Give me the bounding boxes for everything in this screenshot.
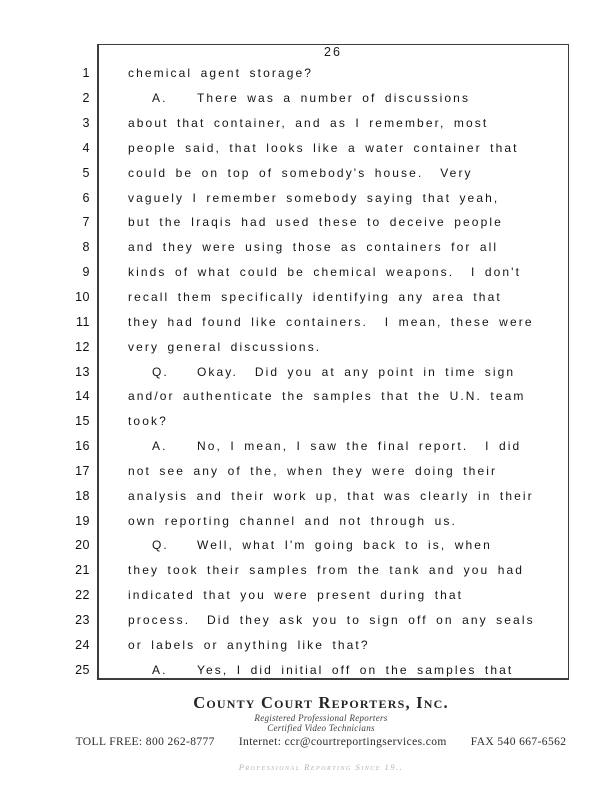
line-text: they had found like containers. I mean, these were [128, 314, 534, 329]
transcript-line [0, 210, 612, 235]
line-number: 7 [82, 215, 90, 230]
transcript-line [0, 359, 612, 384]
line-text: but the Iraqis had used these to deceive people [128, 215, 503, 230]
footer-fax: FAX 540 667-6562 [470, 736, 567, 748]
transcript-line [0, 608, 612, 633]
line-number: 18 [75, 488, 90, 503]
transcript-line [0, 160, 612, 185]
transcript-line [0, 136, 612, 161]
line-number: 25 [75, 662, 90, 677]
line-text: process. Did they ask you to sign off on any seals [128, 612, 535, 627]
footer-toll-free: TOLL FREE: 800 262-8777 [75, 736, 215, 748]
line-number: 11 [76, 314, 90, 329]
line-number: 8 [82, 240, 90, 255]
line-text: Q. Well, what I'm going back to is, when [152, 538, 492, 553]
transcript-line [0, 409, 612, 434]
line-number: 2 [82, 91, 90, 106]
line-number: 15 [75, 414, 90, 429]
qa-prefix: Q. [152, 538, 169, 553]
line-text: very general discussions. [128, 339, 322, 354]
transcript-line [0, 235, 612, 260]
transcript-line [0, 533, 612, 558]
transcript-line [0, 632, 612, 657]
line-number: 5 [82, 165, 90, 180]
line-text: A. There was a number of discussions [152, 91, 471, 106]
line-text: Q. Okay. Did you at any point in time sign [152, 364, 516, 379]
transcript-line [0, 334, 612, 359]
footer-internet-email: Internet: ccr@courtreportingservices.com [238, 736, 447, 748]
line-text: indicated that you were present during that [128, 588, 464, 603]
line-text: recall them specifically identifying any area that [128, 290, 502, 305]
line-number: 24 [75, 637, 90, 652]
line-number: 13 [75, 364, 90, 379]
line-text: vaguely I remember somebody saying that yeah, [128, 190, 500, 205]
qa-prefix: A. [152, 439, 168, 454]
transcript-line [0, 384, 612, 409]
transcript-line [0, 558, 612, 583]
transcript-line [0, 508, 612, 533]
transcript-line [0, 483, 612, 508]
line-text: A. No, I mean, I saw the final report. I did [152, 439, 522, 454]
transcript-line [0, 309, 612, 334]
line-number: 20 [75, 538, 90, 553]
line-text: chemical agent storage? [128, 66, 314, 81]
line-text: people said, that looks like a water container that [128, 140, 519, 155]
page-number: 26 [324, 45, 342, 59]
line-number: 22 [75, 588, 90, 603]
line-text: and/or authenticate the samples that the U.N. team [128, 389, 526, 404]
line-text: could be on top of somebody's house. Very [128, 165, 473, 180]
transcript-line [0, 260, 612, 285]
line-text: not see any of the, when they were doing their [128, 463, 498, 478]
line-number: 17 [75, 463, 90, 478]
transcript-line [0, 86, 612, 111]
line-number: 23 [75, 612, 90, 627]
line-text: analysis and their work up, that was clearly in their [128, 488, 534, 503]
transcript-line [0, 285, 612, 310]
line-number: 1 [82, 66, 90, 81]
line-text: took? [128, 414, 168, 429]
footer-subtitle-certified: Certified Video Technicians [267, 722, 375, 733]
qa-prefix: A. [152, 91, 168, 106]
line-number: 3 [82, 116, 90, 131]
line-text: kinds of what could be chemical weapons. I don't [128, 265, 522, 280]
line-number: 6 [82, 190, 90, 205]
line-text: about that container, and as I remember, most [128, 116, 489, 131]
transcript-line [0, 459, 612, 484]
footer-company-name: County Court Reporters, Inc. [193, 693, 449, 712]
footer-contact-line [30, 736, 612, 748]
footer-subtitle-registered: Registered Professional Reporters [254, 713, 388, 723]
transcript-line [0, 583, 612, 608]
transcript-line [0, 185, 612, 210]
qa-prefix: A. [152, 662, 168, 677]
transcript-line [0, 61, 612, 86]
line-number: 16 [75, 439, 90, 454]
line-text: or labels or anything like that? [128, 637, 370, 652]
transcript-line [0, 434, 612, 459]
transcript-line [0, 657, 612, 682]
line-number: 12 [75, 339, 90, 354]
qa-prefix: Q. [152, 364, 169, 379]
transcript-lines [0, 61, 612, 682]
line-text: A. Yes, I did initial off on the samples that [152, 662, 514, 677]
transcript-line [0, 111, 612, 136]
line-text: own reporting channel and not through us. [128, 513, 457, 528]
line-number: 9 [82, 265, 90, 280]
line-number: 10 [75, 290, 90, 305]
line-text: and they were using those as containers for all [128, 240, 499, 255]
line-number: 14 [75, 389, 90, 404]
line-text: they took their samples from the tank and you had [128, 563, 525, 578]
line-number: 19 [75, 513, 90, 528]
line-number: 4 [82, 140, 90, 155]
line-number: 21 [75, 563, 90, 578]
footer-tagline: Professional Reporting Since 19.. [238, 762, 404, 772]
